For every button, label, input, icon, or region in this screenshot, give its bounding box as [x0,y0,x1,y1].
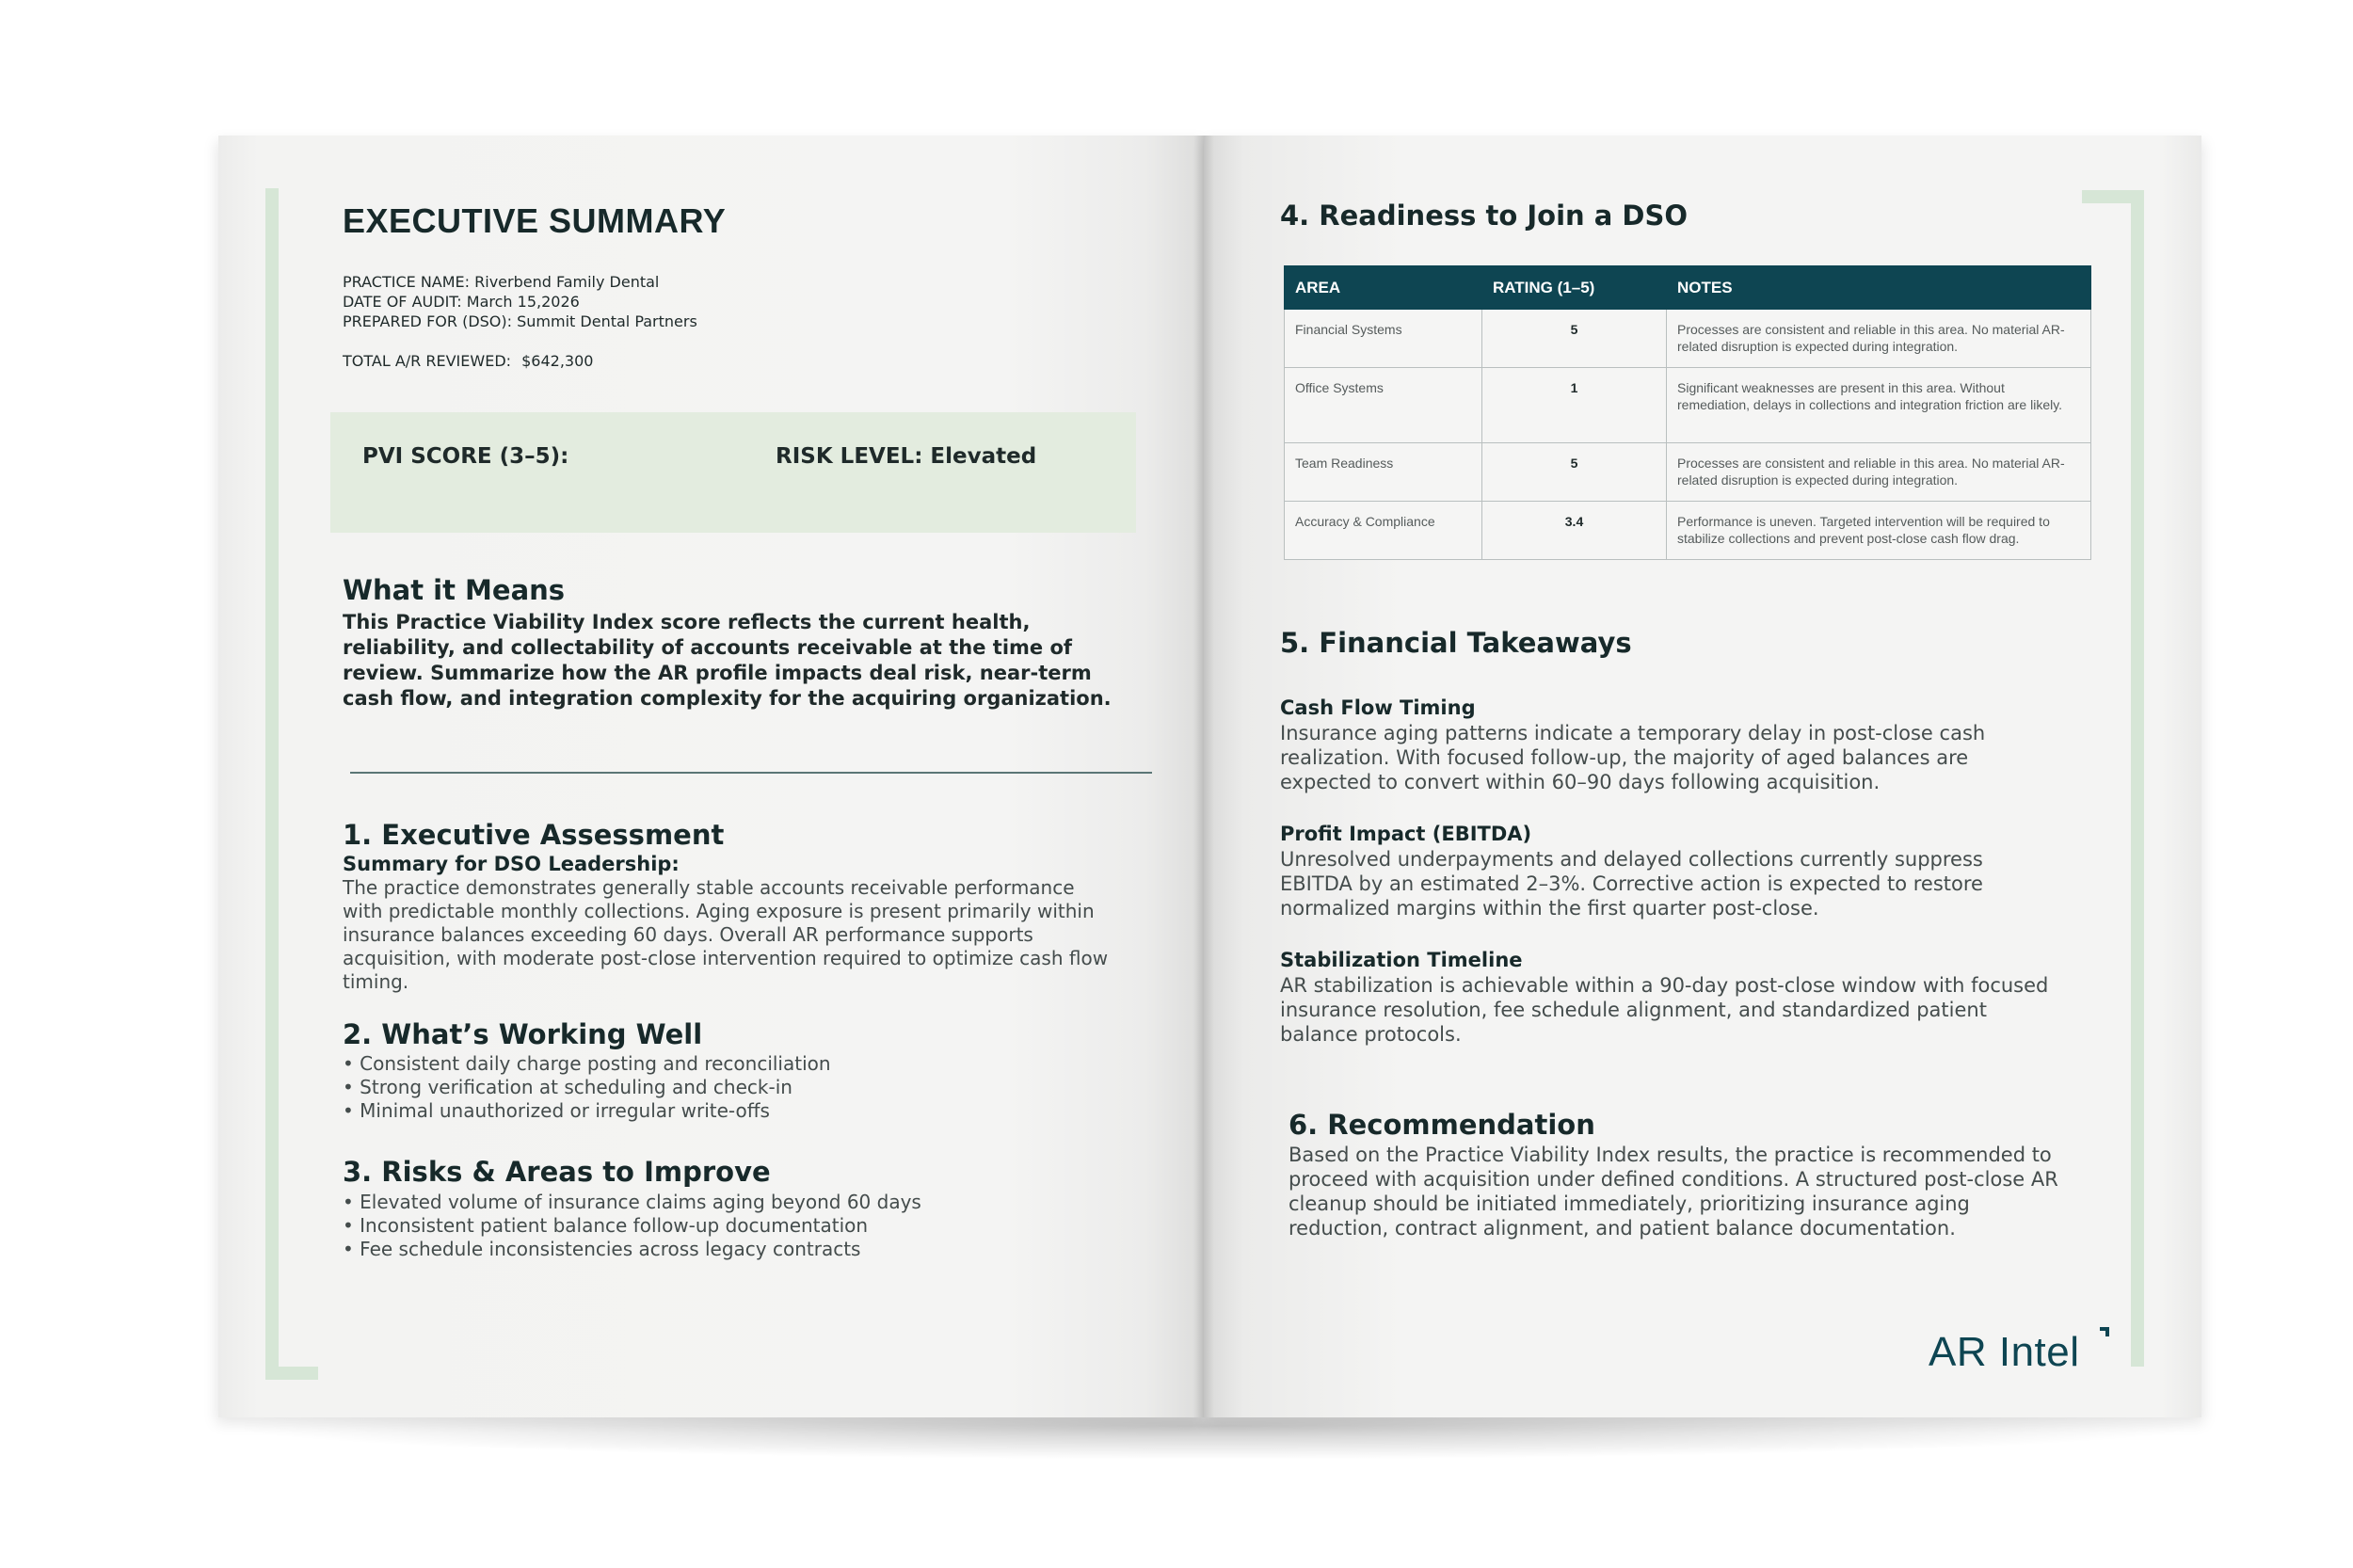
area-cell: Team Readiness [1285,443,1482,502]
recommendation-heading: 6. Recommendation [1289,1109,1595,1141]
readiness-heading: 4. Readiness to Join a DSO [1280,200,1689,232]
prepared-for-line [343,312,697,331]
total-ar-label: TOTAL A/R REVIEWED: [343,352,512,370]
section-divider [350,772,1152,774]
area-cell: Accuracy & Compliance [1285,502,1482,560]
right-page [1204,136,2201,1417]
recommendation-text: Based on the Practice Viability Index results, the practice is recommended to proceed with acquisition under defined conditions. A structured post-close AR cleanup should be initiated immediately, prioritizing insurance aging reduction, contract alignment, and patient balance documentation. [1289,1144,2058,1240]
total-ar-line [343,352,593,371]
stabilization-text: AR stabilization is achievable within a 90-day post-close window with focused insurance resolution, fee schedule alignment, and standardized patient balance protocols. [1280,974,2049,1046]
cash-flow-text: Insurance aging patterns indicate a temporary delay in post-close cash realization. With focused follow-up, the majority of aged balances are expected to convert within 60–90 days following acquisition. [1280,722,1986,793]
working-well-heading: 2. What’s Working Well [343,1018,703,1050]
risks-heading: 3. Risks & Areas to Improve [343,1156,771,1188]
profit-impact-heading: Profit Impact (EBITDA) [1280,823,1532,845]
column-header-area: AREA [1285,266,1482,310]
rating-cell: 1 [1482,368,1667,443]
rating-cell: 5 [1482,310,1667,368]
left-bracket-bottom [265,1367,318,1380]
executive-assessment-subheading: Summary for DSO Leadership: [343,853,680,875]
table-row [1285,443,2091,502]
table-row [1285,368,2091,443]
right-bracket-top [2082,190,2144,203]
ar-intel-logo: AR Intel [1929,1329,2080,1375]
table-row [1285,310,2091,368]
prepared-for-label: PREPARED FOR (DSO): [343,312,513,330]
rating-cell: 3.4 [1482,502,1667,560]
notes-cell: Processes are consistent and reliable in this area. No material AR-related disruption is expected during integration. [1667,443,2091,502]
cash-flow-heading: Cash Flow Timing [1280,696,1476,719]
left-page [218,136,1204,1417]
book-gutter [1193,136,1214,1417]
pvi-score-label: PVI SCORE (3–5): [362,444,569,469]
list-item: • Consistent daily charge posting and reconciliation [343,1052,831,1076]
column-header-rating: RATING (1–5) [1482,266,1667,310]
list-item: • Strong verification at scheduling and check-in [343,1076,831,1099]
area-cell: Office Systems [1285,368,1482,443]
table-header-row [1285,266,2091,310]
audit-date-line [343,293,580,312]
profit-impact-text: Unresolved underpayments and delayed collections currently suppress EBITDA by an estimated 2–3%. Corrective action is expected to restore normalized margins within the first quarter post-close. [1280,848,1983,920]
page-title: EXECUTIVE SUMMARY [343,201,727,240]
what-it-means-heading: What it Means [343,574,566,606]
column-header-notes: NOTES [1667,266,2091,310]
what-it-means-text: This Practice Viability Index score reflects the current health, reliability, and collectability of accounts receivable at the time of review. Summarize how the AR profile impacts deal risk, near-term cash flow, and integration complexity for the acquiring organization. [343,611,1112,710]
executive-assessment-heading: 1. Executive Assessment [343,819,725,851]
prepared-for-value: Summit Dental Partners [517,312,697,330]
audit-date-label: DATE OF AUDIT: [343,293,462,311]
audit-date-value: March 15,2026 [466,293,580,311]
readiness-table [1284,265,2091,560]
list-item: • Fee schedule inconsistencies across legacy contracts [343,1238,921,1261]
working-well-list [343,1052,831,1123]
area-cell: Financial Systems [1285,310,1482,368]
logo-corner-mark [2100,1327,2109,1336]
list-item: • Minimal unauthorized or irregular write-offs [343,1099,831,1123]
total-ar-value: $642,300 [521,352,594,370]
notes-cell: Significant weaknesses are present in this area. Without remediation, delays in collections and integration friction are likely. [1667,368,2091,443]
table-row [1285,502,2091,560]
right-bracket-vertical [2131,190,2144,1367]
stabilization-heading: Stabilization Timeline [1280,949,1523,971]
left-bracket-vertical [265,188,279,1380]
practice-name-label: PRACTICE NAME: [343,273,471,291]
pvi-score-box [330,412,1136,533]
risk-level-label: RISK LEVEL: Elevated [776,444,1037,469]
list-item: • Inconsistent patient balance follow-up documentation [343,1214,921,1238]
practice-name-line [343,273,659,292]
practice-name-value: Riverbend Family Dental [474,273,660,291]
risks-list [343,1191,921,1261]
list-item: • Elevated volume of insurance claims aging beyond 60 days [343,1191,921,1214]
rating-cell: 5 [1482,443,1667,502]
executive-assessment-text: The practice demonstrates generally stable accounts receivable performance with predictable monthly collections. Aging exposure is present primarily within insurance balances exceeding 60 days. Overall AR performance supports acquisition, with moderate post-close intervention required to optimize cash flow timing. [343,876,1109,993]
notes-cell: Performance is uneven. Targeted intervention will be required to stabilize collections and prevent post-close cash flow drag. [1667,502,2091,560]
notes-cell: Processes are consistent and reliable in this area. No material AR-related disruption is expected during integration. [1667,310,2091,368]
financial-takeaways-heading: 5. Financial Takeaways [1280,627,1632,659]
